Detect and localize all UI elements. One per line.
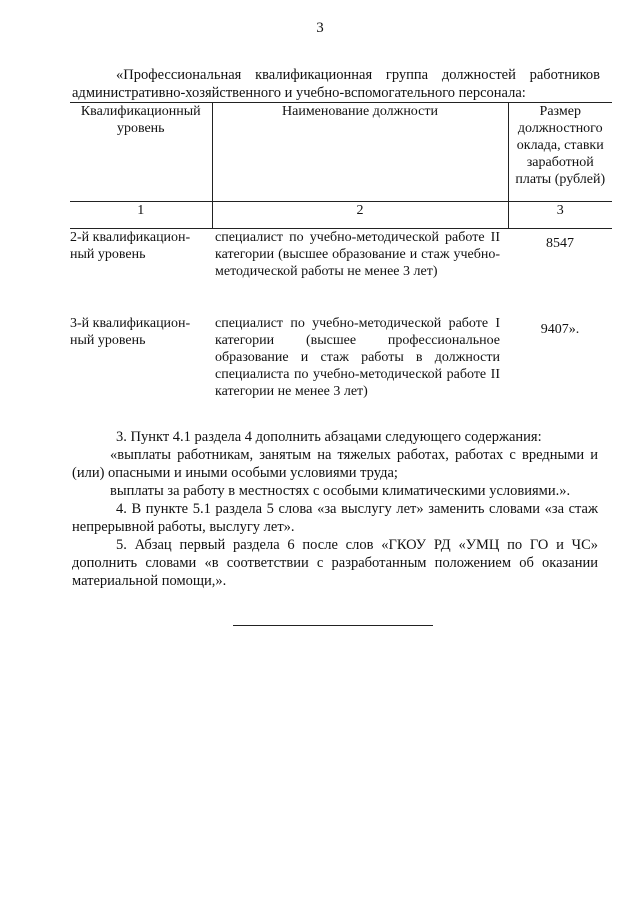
paragraph: «выплаты работникам, занятым на тяжелых работах, работах с вредными и (или) опасными и иными особыми условиями труда; bbox=[72, 447, 598, 481]
header-level: Квалификационный уровень bbox=[70, 103, 212, 202]
column-number: 1 bbox=[70, 202, 212, 229]
row-level: 3-й квалификацион-ный уровень bbox=[70, 316, 191, 348]
row-position: специалист по учебно-методической работе II категории (высшее образование и стаж учебно-методической работы не менее 3 лет) bbox=[215, 230, 500, 279]
column-number-row bbox=[70, 202, 612, 229]
paragraph: 5. Абзац первый раздела 6 после слов «ГКОУ РД «УМЦ по ГО и ЧС» дополнить словами «в соответствии с разработанным положением об оказании материальной помощи,». bbox=[72, 537, 598, 589]
heading-line-2: административно-хозяйственного и учебно-вспомогательного персонала: bbox=[72, 85, 526, 101]
header-salary: Размер должностного оклада, ставки заработной платы (рублей) bbox=[508, 103, 612, 202]
table-row bbox=[70, 229, 612, 316]
amendment-text bbox=[72, 428, 598, 590]
row-position: специалист по учебно-методической работе I категории (высшее профессиональное образование и стаж работы в должности специалиста по учебно-методической работе II категории не менее 3 лет) bbox=[215, 316, 500, 399]
page-number: 3 bbox=[316, 20, 324, 36]
header-position: Наименование должности bbox=[212, 103, 508, 202]
column-number: 2 bbox=[212, 202, 508, 229]
row-salary: 8547 bbox=[546, 236, 574, 251]
row-salary: 9407». bbox=[540, 322, 580, 337]
salary-table bbox=[70, 102, 612, 411]
table-row bbox=[70, 315, 612, 411]
paragraph: 3. Пункт 4.1 раздела 4 дополнить абзацами следующего содержания: bbox=[116, 429, 542, 445]
section-heading bbox=[72, 66, 600, 102]
paragraph: 4. В пункте 5.1 раздела 5 слова «за выслугу лет» заменить словами «за стаж непрерывной работы, выслугу лет». bbox=[72, 501, 598, 535]
heading-line-1: «Профессиональная квалификационная группа должностей работников bbox=[116, 67, 600, 83]
column-number: 3 bbox=[508, 202, 612, 229]
paragraph: выплаты за работу в местностях с особыми климатическими условиями.». bbox=[110, 483, 571, 499]
row-level: 2-й квалификацион-ный уровень bbox=[70, 230, 191, 262]
closing-rule bbox=[233, 625, 433, 626]
table-header-row bbox=[70, 103, 612, 202]
